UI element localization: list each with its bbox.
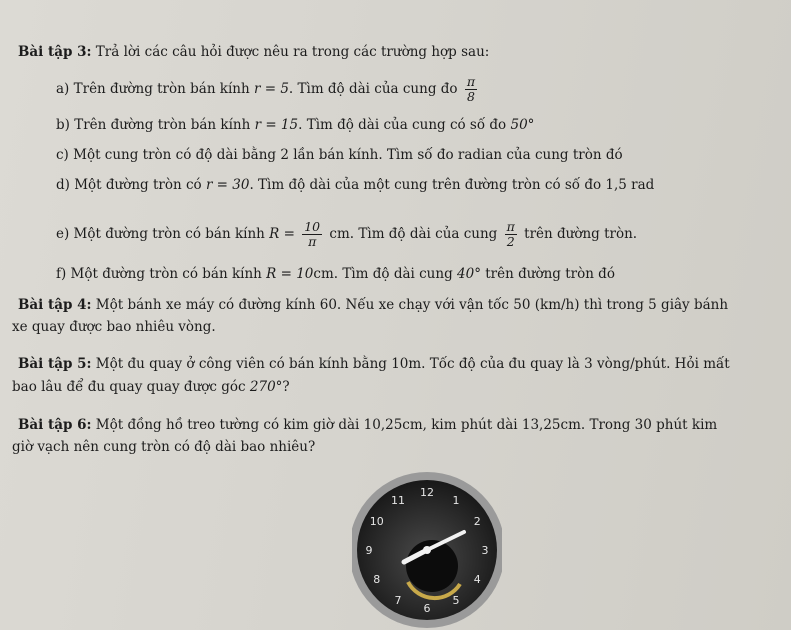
clock-number: 12 [420,486,434,499]
exercise-3d-math: r = 30 [205,177,250,193]
exercise-4-line-1 [18,296,728,314]
exercise-5-text: Một đu quay ở công viên có bán kính bằng 10m. Tốc độ của đu quay là 3 vòng/phút. Hỏi mất [95,356,730,372]
exercise-3e-radius-fraction [302,220,322,249]
clock-number: 5 [452,594,460,608]
clock-number: 7 [394,594,402,608]
exercise-3-intro: Trả lời các câu hỏi được nêu ra trong các trường hợp sau: [95,44,490,60]
exercise-3-heading [18,43,489,61]
exercise-6-line-2 [12,438,315,456]
exercise-3f-math: R = 10 [266,266,314,282]
exercise-3c-text: c) Một cung tròn có độ dài bằng 2 lần bán kính. Tìm số đo radian của cung tròn đó [56,147,623,163]
exercise-3b-angle: 50° [510,117,535,133]
exercise-3d-text-post: . Tìm độ dài của một cung trên đường tròn có số đo 1,5 rad [249,177,655,193]
clock-number: 2 [473,515,481,528]
exercise-6-title: Bài tập 6: [18,417,92,433]
exercise-3e-text: e) Một đường tròn có bán kính [56,226,265,242]
exercise-4-title: Bài tập 4: [18,297,92,313]
exercise-3e-math: R = [269,226,295,242]
exercise-3f-text: f) Một đường tròn có bán kính [56,266,262,282]
exercise-3a [56,75,480,104]
exercise-3a-text: a) Trên đường tròn bán kính [56,81,250,97]
exercise-3b-text-post: . Tìm độ dài của cung có số đo [298,117,507,133]
exercise-6-text-2: giờ vạch nên cung tròn có độ dài bao nhiêu? [12,439,316,455]
exercise-5-line-2 [12,378,290,396]
exercise-4-text: Một bánh xe máy có đường kính 60. Nếu xe chạy với vận tốc 50 (km/h) thì trong 5 giây bánh [95,297,729,313]
fraction-numerator: π [506,219,515,234]
clock-number: 3 [481,544,489,557]
clock-number: 6 [423,602,431,615]
exercise-3e [56,220,637,249]
exercise-3f [56,265,615,283]
fraction-numerator: π [466,74,476,89]
exercise-3b [56,116,534,134]
exercise-3d [56,176,654,194]
fraction-denominator: 2 [506,234,515,249]
exercise-3b-math: r = 15 [254,117,299,133]
exercise-5-question-mark: ? [282,379,290,395]
exercise-5-line-1 [18,355,730,373]
exercise-5-text-2: bao lâu để đu quay quay được góc [12,379,246,395]
clock-center-pin [423,546,431,554]
exercise-3e-arc-fraction [505,220,517,249]
clock-number: 9 [365,544,373,557]
exercise-3a-math: r = 5 [253,81,289,97]
clock-number: 8 [373,573,381,586]
exercise-3d-text: d) Một đường tròn có [56,177,202,193]
exercise-3e-text-mid: cm. Tìm độ dài của cung [329,226,498,242]
clock-number: 11 [391,493,405,507]
exercise-6-line-1 [18,416,717,434]
exercise-4-text-2: xe quay được bao nhiêu vòng. [12,319,216,335]
exercise-3a-text-post: . Tìm độ dài của cung đo [288,81,458,97]
exercise-3b-text: b) Trên đường tròn bán kính [56,117,251,133]
exercise-3e-text-post: trên đường tròn. [524,226,638,242]
fraction-denominator: 8 [466,89,475,104]
fraction-denominator: π [308,234,317,249]
clock-number: 4 [473,573,481,586]
exercise-5-title: Bài tập 5: [18,356,92,372]
exercise-3f-text-post: trên đường tròn đó [485,266,615,282]
exercise-3f-text-mid: cm. Tìm độ dài cung [313,266,453,282]
exercise-3-title: Bài tập 3: [18,44,92,60]
exercise-3a-fraction [465,75,477,104]
clock-number: 1 [452,493,460,507]
exercise-3f-angle: 40° [457,266,481,282]
exercise-4-line-2 [12,318,216,336]
exercise-3c [56,146,623,164]
exercise-5-angle: 270° [249,379,283,395]
fraction-numerator: 10 [304,219,321,234]
clock-number: 10 [369,515,384,528]
wall-clock-image [352,462,502,630]
exercise-6-text: Một đồng hồ treo tường có kim giờ dài 10,25cm, kim phút dài 13,25cm. Trong 30 phút kim [95,417,718,433]
